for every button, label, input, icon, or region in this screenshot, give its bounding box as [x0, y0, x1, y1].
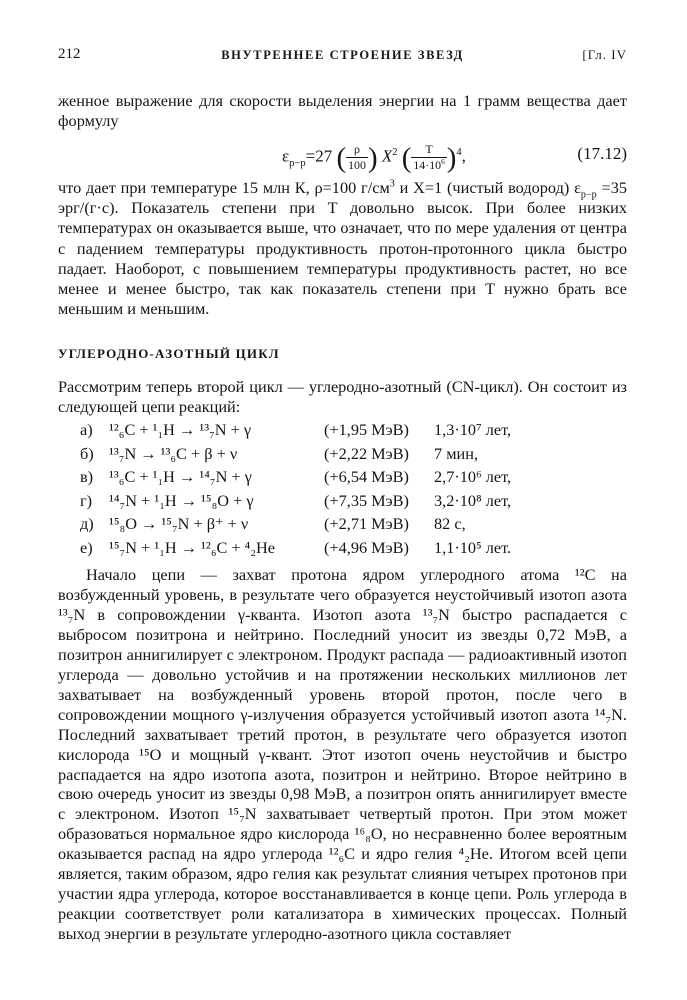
reaction-equation: ¹²₆C + ¹₁H → ¹³₇N + γ	[109, 420, 252, 439]
reaction-energy: (+2,22 МэВ)	[324, 443, 409, 463]
reaction-label: г)	[80, 490, 93, 510]
page-header	[58, 46, 627, 68]
formula-17-12	[58, 134, 627, 176]
paragraph-2: что дает при температуре 15 млн К, ρ=100 $г/см^3$ и X=1 (чистый водород) $\varepsilon_{p-p} =35$ эрг/(г·с). Показатель степени при T довольно высок. При более низких температурах он оказывается выше, что означает, что по мере удаления от центра с падением температуры продуктивность протон-протонного цикла быстро падает. Наоборот, с повышением температуры продуктивность растет, но все менее и менее быстро, так как показатель степени при T нужно брать все меньшим и меньшим.	[58, 178, 627, 319]
paragraph-4: Начало цепи — захват протона ядром углеродного атома ¹²C на возбужденный уровень, в результате чего образуется неустойчивый изотоп азота ¹³₇N в сопровождении γ-кванта. Изотоп азота ¹³₇N быстро распадается с выбросом позитрона и нейтрино. Последний уносит из звезды 0,72 МэВ, а позитрон аннигилирует с электроном. Продукт распада — радиоактивный изотоп углерода — довольно устойчив и на протяжении нескольких миллионов лет захватывает на возбужденный уровень второй протон, после чего в сопровождении мощного γ-излучения образуется устойчивый изотоп азота ¹⁴₇N. Последний захватывает третий протон, в результате чего образуется изотоп кислорода ¹⁵O и мощный γ-квант. Этот изотоп очень неустойчив и быстро распадается на ядро изотопа азота, позитрон и нейтрино. Второе нейтрино в свою очередь уносит из звезды 0,98 МэВ, а позитрон опять аннигилирует вместе с электроном. Изотоп ¹⁵₇N захватывает четвертый протон. При этом может образоваться нормальное ядро кислорода ¹⁶₈O, но несравненно более вероятным оказывается распад на ядро углерода ¹²₆C и ядро гелия ⁴₂He. Итогом всей цепи является, таким образом, ядро гелия как результат слияния четырех протонов при участии ядра углерода, которое восстанавливается в конце цепи. Роль углерода в реакции соответствует роли катализатора в химических процессах. Полный выход энергии в результате углеродно-азотного цикла составляет	[58, 565, 627, 944]
reaction-equation: ¹³₇N → ¹³₆C + β + ν	[109, 443, 238, 463]
reaction-time: 2,7·10⁶ лет,	[434, 467, 512, 487]
section-title: УГЛЕРОДНО-АЗОТНЫЙ ЦИКЛ	[58, 346, 280, 361]
reaction-label: е)	[80, 537, 93, 557]
reaction-label: б)	[80, 443, 94, 463]
chapter-marker: [Гл. IV	[582, 47, 627, 62]
reaction-label: д)	[80, 514, 94, 534]
reaction-row	[80, 491, 627, 515]
reaction-equation: ¹⁵₈O → ¹⁵₇N + β⁺ + ν	[109, 514, 249, 534]
reaction-equation: ¹³₆C + ¹₁H → ¹⁴₇N + γ	[109, 467, 252, 487]
reaction-row	[80, 467, 627, 491]
reaction-energy: (+4,96 МэВ)	[324, 537, 409, 557]
reaction-row	[80, 420, 627, 444]
reaction-energy: (+7,35 МэВ)	[324, 490, 409, 510]
reaction-time: 1,3·10⁷ лет,	[434, 420, 512, 439]
reaction-label: а)	[80, 420, 93, 439]
reaction-time: 82 с,	[434, 514, 466, 534]
reaction-equation: ¹⁴₇N + ¹₁H → ¹⁵₈O + γ	[109, 490, 254, 510]
reaction-row	[80, 514, 627, 538]
reaction-time: 7 мин,	[434, 443, 479, 463]
reaction-label: в)	[80, 467, 94, 487]
reaction-time: 3,2·10⁸ лет,	[434, 490, 512, 510]
paragraph-3: Рассмотрим теперь второй цикл — углеродно-азотный (CN-цикл). Он состоит из следующей цепи реакций:	[58, 377, 627, 417]
reaction-energy: (+1,95 МэВ)	[324, 420, 409, 439]
reaction-energy: (+6,54 МэВ)	[324, 467, 409, 487]
formula-expression: $\varepsilon_{p-p}=27$ ( $\frac{\rho}{100}$ ) $X^2$ ( $\frac{T}{14\cdot 10^6}$ )$^4$,	[282, 142, 466, 175]
running-title: ВНУТРЕННЕЕ СТРОЕНИЕ ЗВЕЗД	[221, 48, 464, 62]
page-number: 212	[58, 46, 81, 62]
reaction-equation: ¹⁵₇N + ¹₁H → ¹²₆C + ⁴₂He	[109, 537, 276, 557]
reaction-list	[80, 420, 627, 562]
reaction-row	[80, 538, 627, 562]
intro-paragraph: женное выражение для скорости выделения энергии на 1 грамм вещества дает формулу	[58, 91, 627, 131]
reaction-row	[80, 444, 627, 468]
reaction-time: 1,1·10⁵ лет.	[434, 537, 512, 557]
reaction-energy: (+2,71 МэВ)	[324, 514, 409, 534]
formula-number: (17.12)	[577, 144, 627, 163]
